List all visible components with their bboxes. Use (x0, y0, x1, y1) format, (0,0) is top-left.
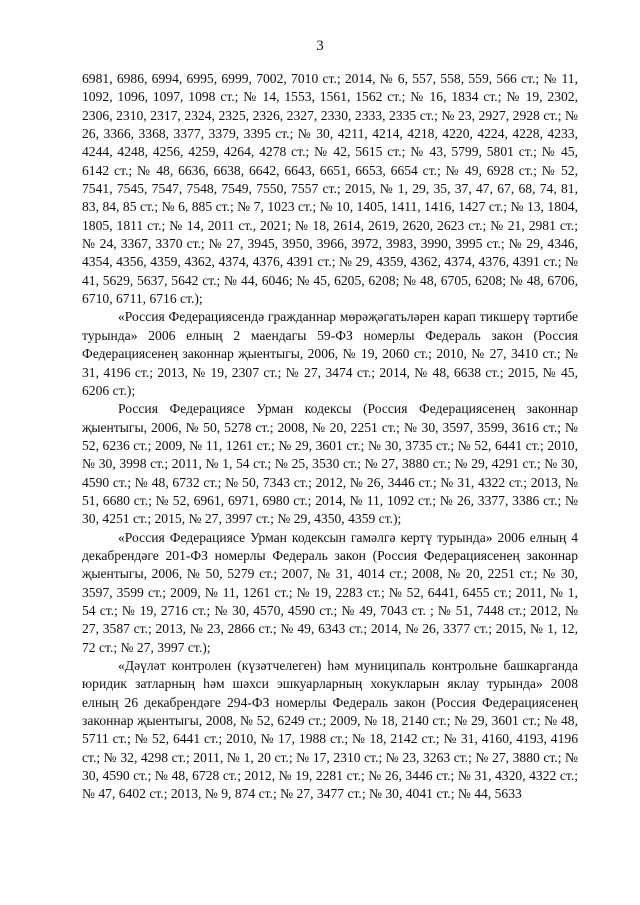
paragraph-forest-code-enactment-law: «Россия Федерациясе Урман кодексын гамәлгә кертү турында» 2006 елның 4 декабрендәге 201-ФЗ номерлы Федераль закон (Россия Федерациясенең законнар җыентыгы, 2006, № 50, 5279 ст.; 2007, № 31, 4014 ст.; 2008, № 20, 2251 ст.; № 30, 3597, 3599 ст.; 2009, № 11, 1261 ст.; № 19, 2283 ст.; № 52, 6441, 6455 ст.; 2011, № 1, 54 ст.; № 19, 2716 ст.; № 30, 4570, 4590 ст.; № 49, 7043 ст. ; № 51, 7448 ст.; 2012, № 27, 3587 ст.; 2013, № 23, 2866 ст.; № 49, 6343 ст.; 2014, № 26, 3377 ст.; 2015, № 1, 12, 72 ст.; № 27, 3997 ст.); (82, 529, 578, 655)
document-body (82, 70, 578, 804)
paragraph-state-control-law: «Дәүләт контролен (күзәтчелеген) һәм муниципаль контрольне башкарганда юридик затларның һәм шәхси эшкуарларның хокукларын яклау турында» 2008 елның 26 декабрендәге 294-ФЗ номерлы Федераль закон (Россия Федерациясенең законнар җыентыгы, 2008, № 52, 6249 ст.; 2009, № 18, 2140 ст.; № 29, 3601 ст.; № 48, 5711 ст.; № 52, 6441 ст.; 2010, № 17, 1988 ст.; № 18, 2142 ст.; № 31, 4160, 4193, 4196 ст.; № 32, 4298 ст.; 2011, № 1, 20 ст.; № 17, 2310 ст.; № 23, 3263 ст.; № 27, 3880 ст.; № 30, 4590 ст.; № 48, 6728 ст.; 2012, № 19, 2281 ст.; № 26, 3446 ст.; № 31, 4320, 4322 ст.; № 47, 6402 ст.; 2013, № 9, 874 ст.; № 27, 3477 ст.; № 30, 4041 ст.; № 44, 5633 (82, 658, 578, 802)
paragraph-legislation-continuation: 6981, 6986, 6994, 6995, 6999, 7002, 7010 ст.; 2014, № 6, 557, 558, 559, 566 ст.; № 11, 1092, 1096, 1097, 1098 ст.; № 14, 1553, 1561, 1562 ст.; № 16, 1834 ст.; № 19, 2302, 2306, 2310, 2317, 2324, 2325, 2326, 2327, 2330, 2333, 2335 ст.; № 23, 2927, 2928 ст.; № 26, 3366, 3368, 3377, 3379, 3395 ст.; № 30, 4211, 4214, 4218, 4220, 4224, 4228, 4233, 4244, 4248, 4256, 4259, 4264, 4278 ст.; № 42, 5615 ст.; № 43, 5799, 5801 ст.; № 45, 6142 ст.; № 48, 6636, 6638, 6642, 6643, 6651, 6653, 6654 ст.; № 49, 6928 ст.; № 52, 7541, 7545, 7547, 7548, 7549, 7550, 7557 ст.; 2015, № 1, 29, 35, 37, 47, 67, 68, 74, 81, 83, 84, 85 ст.; № 6, 885 ст.; № 7, 1023 ст.; № 10, 1405, 1411, 1416, 1427 ст.; № 13, 1804, 1805, 1811 ст.; № 14, 2011 ст., 2021; № 18, 2614, 2619, 2620, 2623 ст.; № 21, 2981 ст.; № 24, 3367, 3370 ст.; № 27, 3945, 3950, 3966, 3972, 3983, 3990, 3995 ст.; № 29, 4346, 4354, 4356, 4359, 4362, 4374, 4376, 4391 ст.; № 29, 4359, 4362, 4374, 4376, 4391 ст.; № 41, 5629, 5637, 5642 ст.; № 44, 6046; № 45, 6205, 6208; № 48, 6705, 6208; № 48, 6706, 6710, 6711, 6716 ст.); (82, 71, 578, 307)
paragraph-citizens-appeals-law: «Россия Федерациясендә гражданнар мөрәҗәгатьләрен карап тикшерү тәртибе турында» 2006 елның 2 маендагы 59-ФЗ номерлы Федераль закон (Россия Федерациясенең законнар җыентыгы, 2006, № 19, 2060 ст.; 2010, № 27, 3410 ст.; № 31, 4196 ст.; 2013, № 19, 2307 ст.; № 27, 3474 ст.; 2014, № 48, 6638 ст.; 2015, № 45, 6206 ст.); (82, 309, 578, 398)
page-number: 3 (316, 38, 324, 54)
paragraph-forest-code: Россия Федерациясе Урман кодексы (Россия Федерациясенең законнар җыентыгы, 2006, № 50, 5278 ст.; 2008, № 20, 2251 ст.; № 30, 3597, 3599, 3616 ст.; № 52, 6236 ст.; 2009, № 11, 1261 ст.; № 29, 3601 ст.; № 30, 3735 ст.; № 52, 6441 ст.; 2010, № 30, 3998 ст.; 2011, № 1, 54 ст.; № 25, 3530 ст.; № 27, 3880 ст.; № 29, 4291 ст.; № 30, 4590 ст.; № 48, 6732 ст.; № 50, 7343 ст.; 2012, № 26, 3446 ст.; № 31, 4322 ст.; 2013, № 51, 6680 ст.; № 52, 6961, 6971, 6980 ст.; 2014, № 11, 1092 ст.; № 26, 3377, 3386 ст.; № 30, 4251 ст.; 2015, № 27, 3997 ст.; № 29, 4350, 4359 ст.); (82, 401, 578, 527)
